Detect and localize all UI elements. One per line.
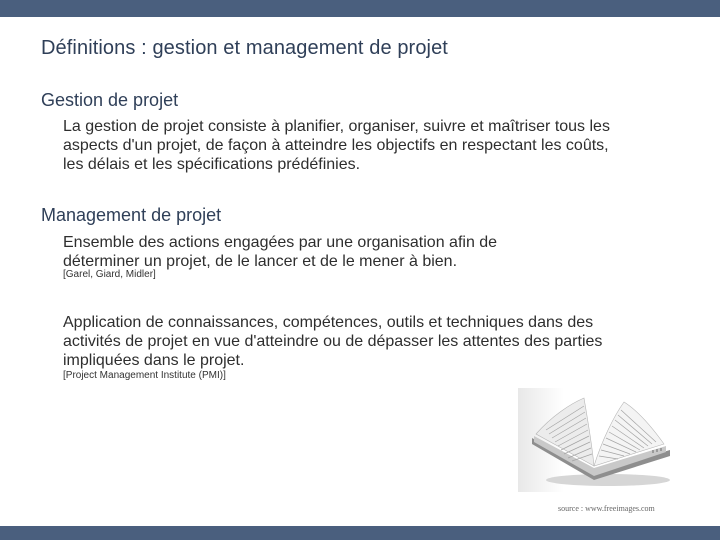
slide-title: Définitions : gestion et management de projet [41, 37, 448, 59]
open-book-icon [524, 392, 674, 492]
definition-gestion: La gestion de projet consiste à planifier, organiser, suivre et maîtriser tous les aspects d'un projet, de façon à atteindre les objectifs en respectant les coûts, les délais et les spécifications prédéfinies. [63, 118, 610, 173]
top-bar [0, 0, 720, 17]
definition-management-2: Application de connaissances, compétences, outils et techniques dans des activités de projet en vue d'atteindre ou de dépasser les attentes des parties impliquées dans le projet. [63, 314, 603, 369]
section-heading-gestion: Gestion de projet [41, 90, 179, 110]
definition-management-1: Ensemble des actions engagées par une organisation afin de déterminer un projet, de le lancer et de le mener à bien. [63, 234, 498, 270]
citation-garel: [Garel, Giard, Midler] [63, 269, 156, 280]
section-heading-management: Management de projet [41, 205, 222, 225]
image-source-caption: source : www.freeimages.com [558, 504, 655, 513]
citation-pmi: [Project Management Institute (PMI)] [63, 370, 226, 381]
bottom-bar [0, 526, 720, 540]
